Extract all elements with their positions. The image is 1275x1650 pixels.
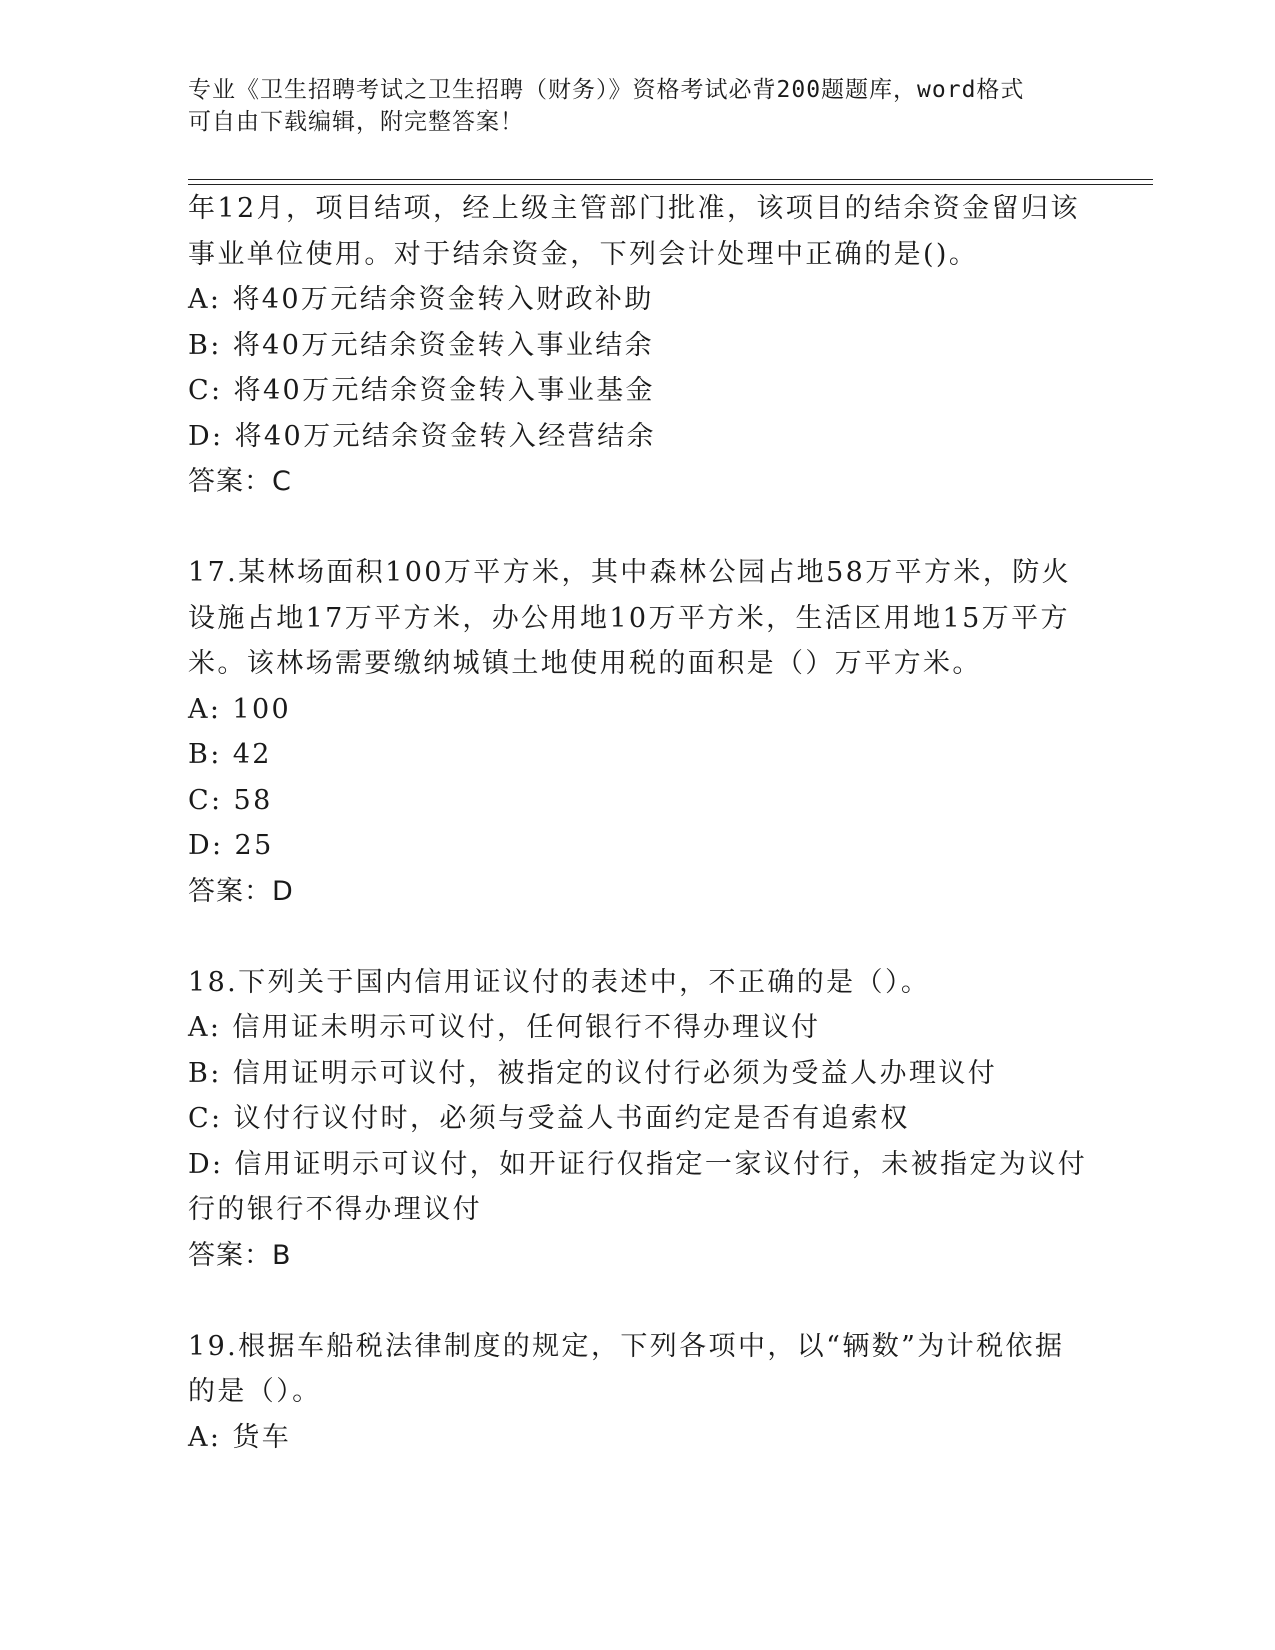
answer-line: 答案：C	[188, 466, 292, 497]
block-spacer	[188, 505, 1088, 551]
option-a: A: 100	[188, 693, 292, 725]
question-text-line: 事业单位使用。对于结余资金，下列会计处理中正确的是()。	[188, 238, 979, 270]
answer-line: 答案：B	[188, 1239, 292, 1271]
block-spacer	[188, 914, 1088, 960]
option-d: D: 信用证明示可议付，如开证行仅指定一家议付行，未被指定为议付	[188, 1148, 1088, 1180]
question-block	[188, 960, 1088, 1279]
question-block	[188, 550, 1088, 914]
option-d: D: 25	[188, 830, 274, 861]
option-d: D: 将40万元结余资金转入经营结余	[188, 420, 656, 452]
answer-line: 答案：D	[188, 875, 294, 907]
block-spacer	[188, 1278, 1088, 1324]
question-text-line: 年12月，项目结项，经上级主管部门批准，该项目的结余资金留归该	[188, 193, 1080, 224]
header-title-line-1: 专业《卫生招聘考试之卫生招聘（财务）》资格考试必背200题题库，word格式	[188, 77, 1025, 103]
header-divider-top	[188, 179, 1153, 180]
question-text-line: 19.根据车船税法律制度的规定，下列各项中，以“辆数”为计税依据	[188, 1330, 1065, 1362]
question-text-line: 设施占地17万平方米，办公用地10万平方米，生活区用地15万平方	[188, 602, 1070, 634]
option-c: C: 将40万元结余资金转入事业基金	[188, 375, 655, 406]
option-a: A: 货车	[188, 1421, 292, 1453]
document-header	[188, 74, 1088, 138]
option-a: A: 信用证未明示可议付，任何银行不得办理议付	[188, 1012, 821, 1043]
question-text-line: 的是（）。	[188, 1376, 322, 1407]
option-b: B: 42	[188, 739, 272, 770]
option-a: A: 将40万元结余资金转入财政补助	[188, 284, 654, 315]
header-divider-bottom	[188, 184, 1153, 185]
question-text-line: 18.下列关于国内信用证议付的表述中，不正确的是（）。	[188, 966, 931, 998]
question-text-line: 米。该林场需要缴纳城镇土地使用税的面积是（）万平方米。	[188, 648, 982, 679]
question-content	[188, 186, 1088, 1460]
question-block	[188, 1324, 1088, 1461]
question-text-line: 17.某林场面积100万平方米，其中森林公园占地58万平方米，防火	[188, 557, 1072, 588]
option-c: C: 58	[188, 784, 273, 816]
option-d-continued: 行的银行不得办理议付	[188, 1194, 482, 1225]
header-title-line-2: 可自由下载编辑，附完整答案！	[188, 109, 524, 135]
option-c: C: 议付行议付时，必须与受益人书面约定是否有追索权	[188, 1103, 910, 1134]
question-block	[188, 186, 1088, 505]
option-b: B: 信用证明示可议付，被指定的议付行必须为受益人办理议付	[188, 1057, 998, 1089]
option-b: B: 将40万元结余资金转入事业结余	[188, 329, 655, 361]
